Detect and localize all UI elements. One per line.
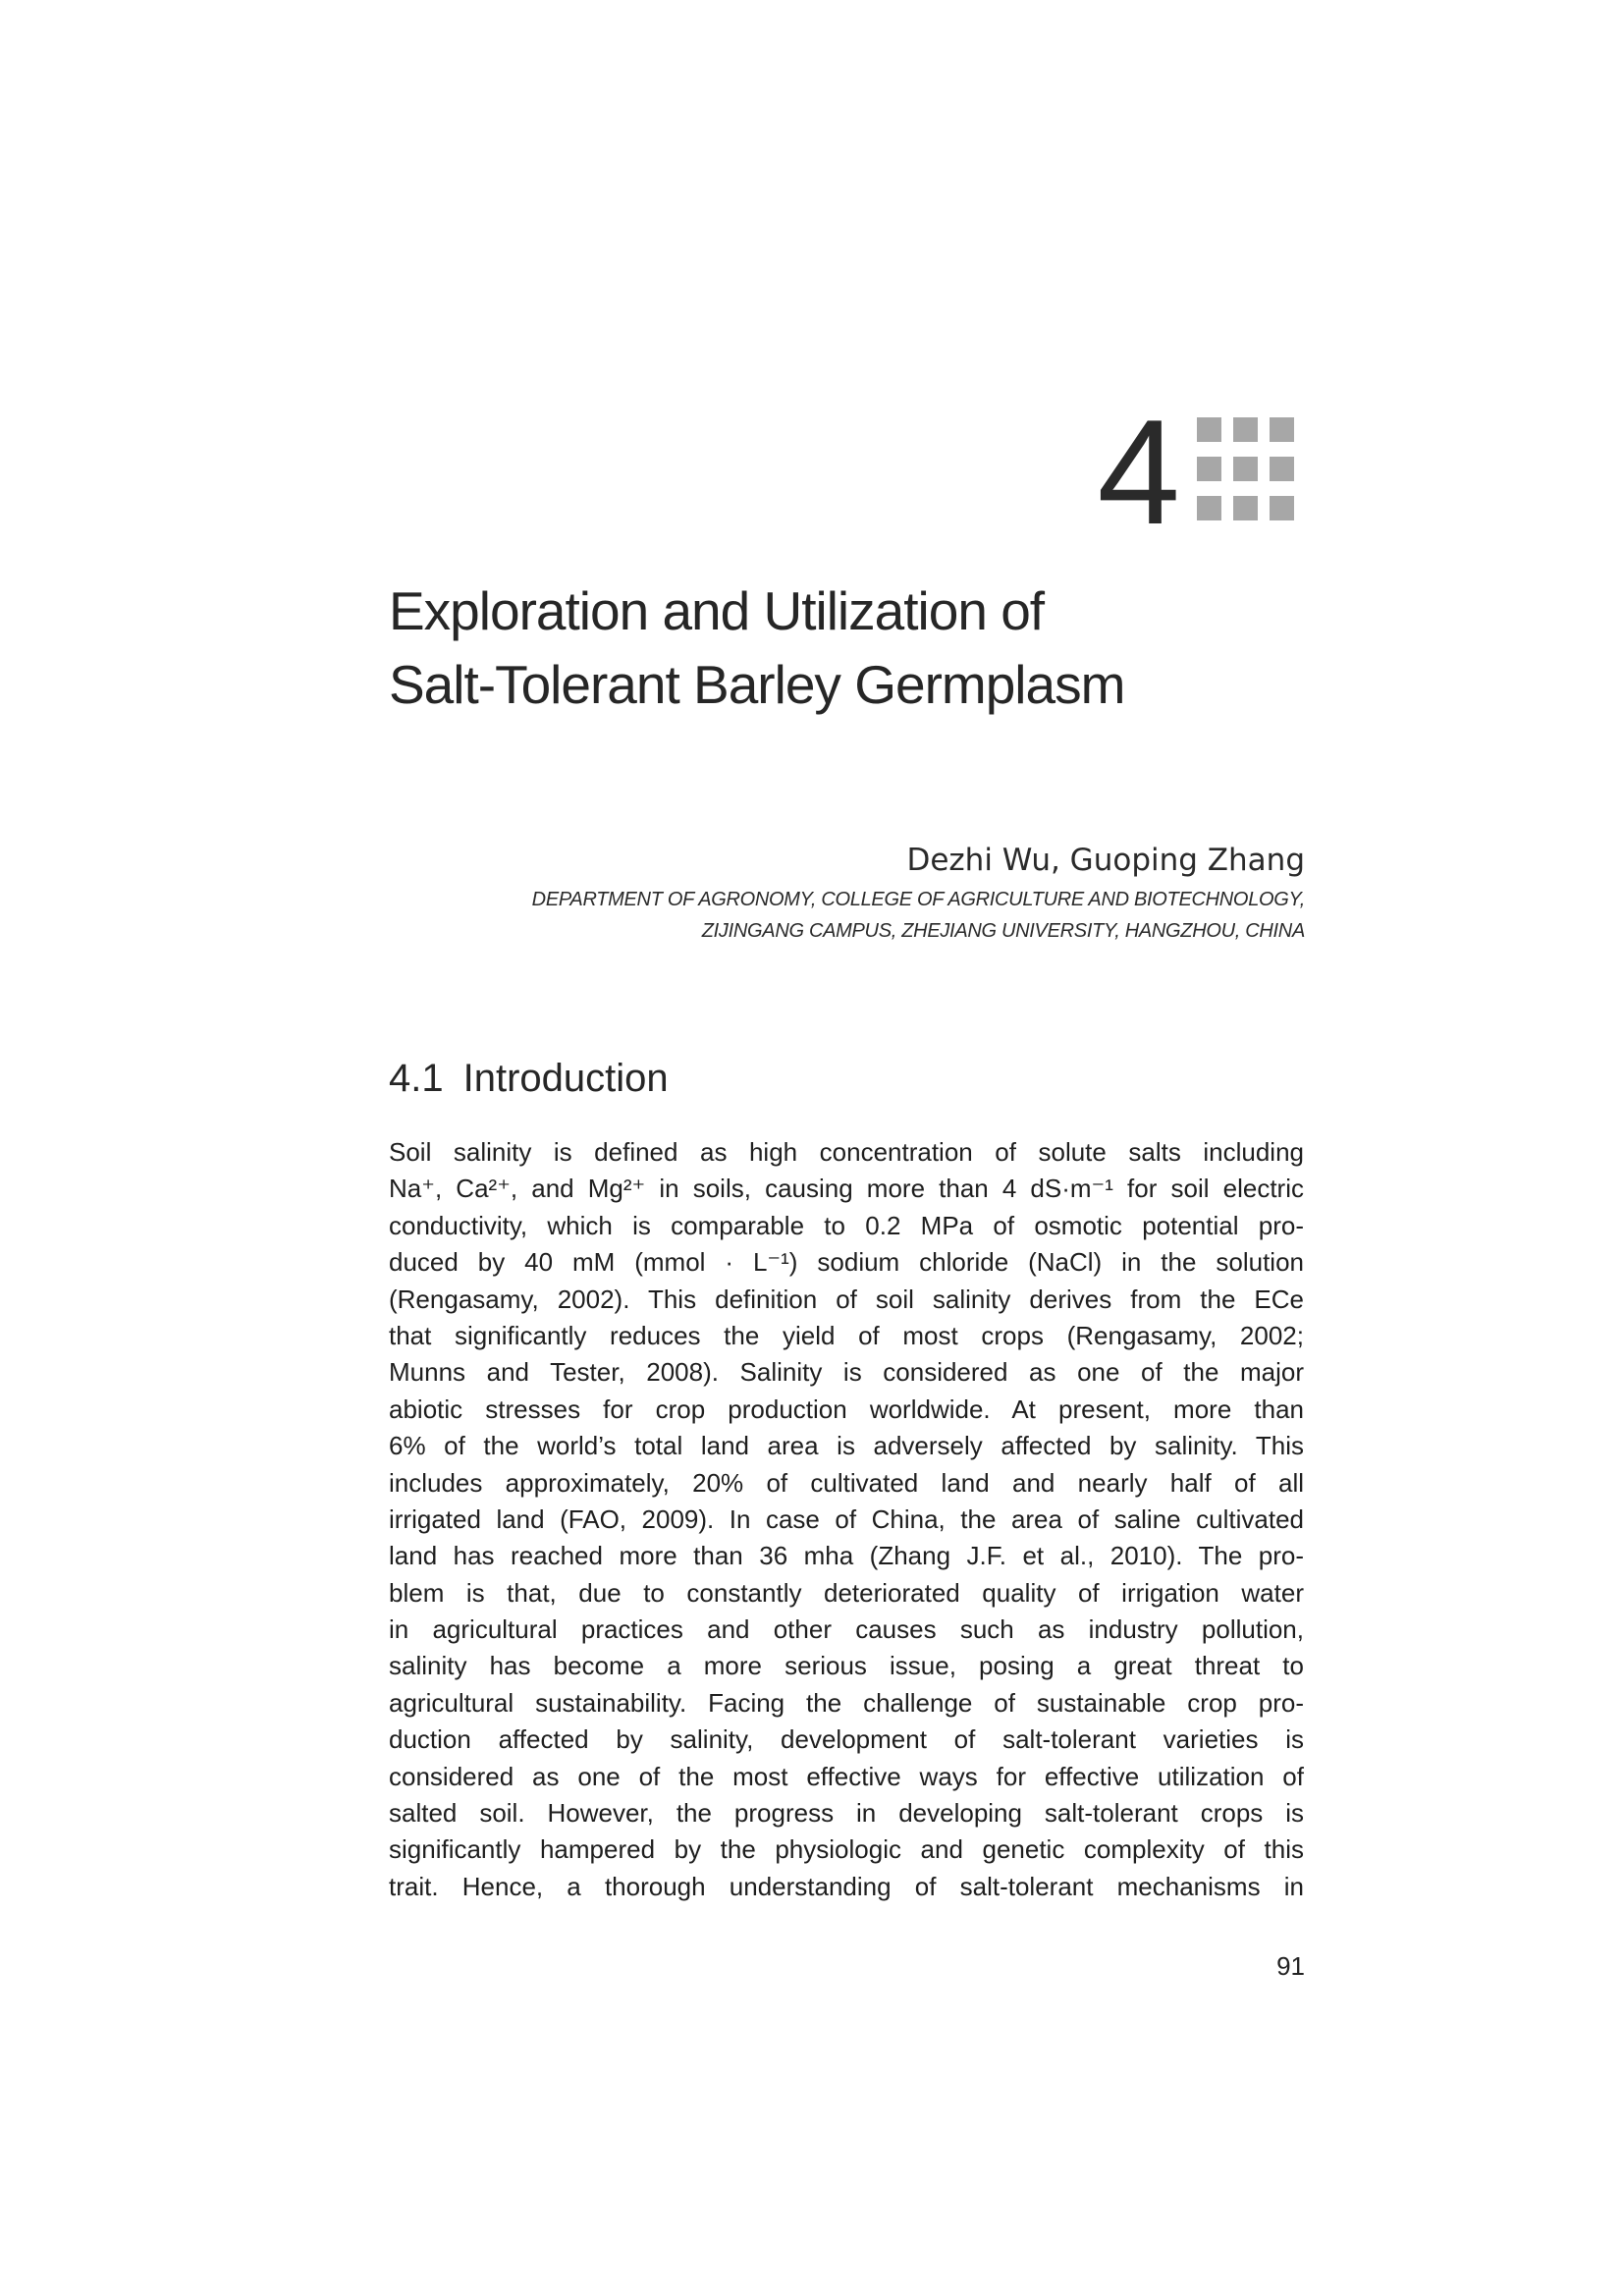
grid-square — [1270, 496, 1294, 520]
affiliation — [323, 884, 1305, 947]
body-line: land has reached more than 36 mha (Zhang J.F. et al., 2010). The pro- — [389, 1541, 1304, 1571]
body-line: conductivity, which is comparable to 0.2 MPa of osmotic potential pro- — [389, 1210, 1304, 1240]
grid-square — [1233, 496, 1258, 520]
body-line: agricultural sustainability. Facing the challenge of sustainable crop pro- — [389, 1687, 1304, 1718]
body-line: considered as one of the most effective ways for effective utilization of — [389, 1761, 1304, 1791]
body-line: duced by 40 mM (mmol · L⁻¹) sodium chloride (NaCl) in the solution — [389, 1247, 1304, 1278]
affiliation-line: ZIJINGANG CAMPUS, ZHEJIANG UNIVERSITY, HANGZHOU, CHINA — [701, 920, 1305, 942]
section-heading — [389, 1051, 669, 1106]
body-line: abiotic stresses for crop production worldwide. At present, more than — [389, 1394, 1304, 1424]
body-line: salinity has become a more serious issue, posing a great threat to — [389, 1651, 1304, 1681]
body-line: Na⁺, Ca²⁺, and Mg²⁺ in soils, causing more than 4 dS·m⁻¹ for soil electric — [389, 1174, 1304, 1204]
chapter-title — [389, 574, 1331, 722]
grid-square — [1233, 457, 1258, 481]
affiliation-line: DEPARTMENT OF AGRONOMY, COLLEGE OF AGRICULTURE AND BIOTECHNOLOGY, — [531, 889, 1305, 910]
grid-square — [1197, 457, 1221, 481]
grid-square — [1270, 457, 1294, 481]
grid-square — [1197, 496, 1221, 520]
grid-square — [1197, 417, 1221, 442]
body-line: in agricultural practices and other causes such as industry pollution, — [389, 1614, 1304, 1645]
chapter-title-line: Exploration and Utilization of — [389, 580, 1045, 641]
body-line: includes approximately, 20% of cultivated land and nearly half of all — [389, 1467, 1304, 1498]
body-line: Soil salinity is defined as high concentration of solute salts including — [389, 1137, 1304, 1167]
grid-square — [1233, 417, 1258, 442]
body-line: 6% of the world’s total land area is adversely affected by salinity. This — [389, 1431, 1304, 1461]
section-title: Introduction — [462, 1057, 669, 1100]
chapter-number: 4 — [1097, 389, 1178, 556]
body-line: salted soil. However, the progress in developing salt-tolerant crops is — [389, 1798, 1304, 1829]
body-line: trait. Hence, a thorough understanding of salt-tolerant mechanisms in — [389, 1871, 1304, 1901]
body-line: blem is that, due to constantly deteriorated quality of irrigation water — [389, 1577, 1304, 1608]
body-line: significantly hampered by the physiologic and genetic complexity of this — [389, 1834, 1304, 1865]
authors: Dezhi Wu, Guoping Zhang — [906, 843, 1305, 878]
body-line: duction affected by salinity, development of salt-tolerant varieties is — [389, 1724, 1304, 1755]
chapter-grid-decoration — [1197, 417, 1295, 521]
section-number: 4.1 — [389, 1057, 444, 1100]
body-line: (Rengasamy, 2002). This definition of soil salinity derives from the ECe — [389, 1284, 1304, 1314]
chapter-title-line: Salt-Tolerant Barley Germplasm — [389, 654, 1125, 715]
grid-square — [1270, 417, 1294, 442]
body-paragraph — [389, 1134, 1304, 1905]
page-number: 91 — [1276, 1951, 1305, 1981]
body-line: that significantly reduces the yield of most crops (Rengasamy, 2002; — [389, 1320, 1304, 1350]
body-line: irrigated land (FAO, 2009). In case of China, the area of saline cultivated — [389, 1503, 1304, 1534]
body-line: Munns and Tester, 2008). Salinity is considered as one of the major — [389, 1357, 1304, 1388]
